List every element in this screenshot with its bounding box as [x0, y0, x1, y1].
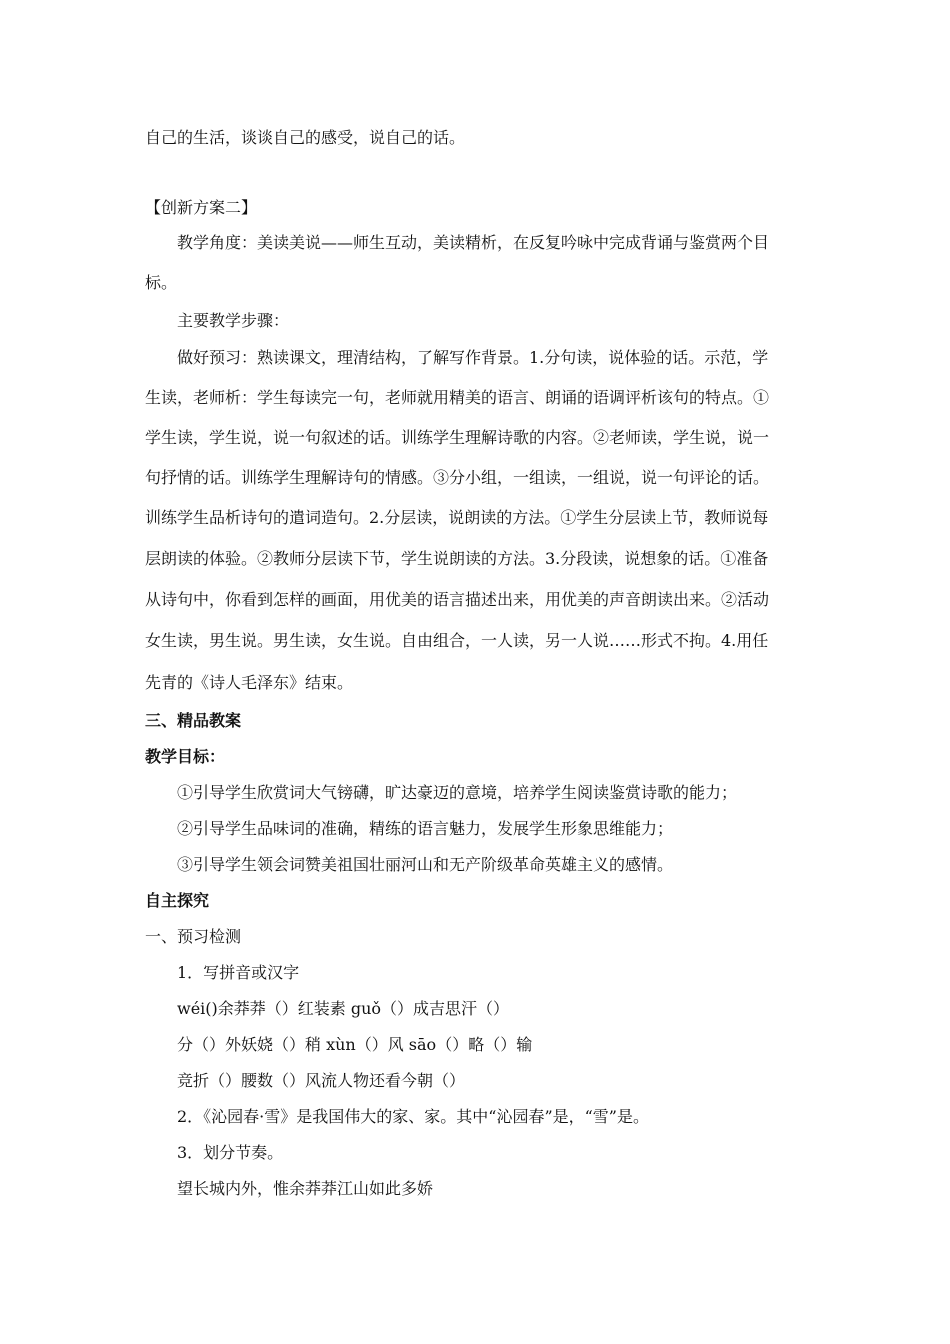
question-1-label: 1．写拼音或汉字 [177, 963, 300, 982]
question-1-line: wéi()余莽莽（）红装素 guǒ（）成吉思汗（） [177, 999, 510, 1018]
goal-item: ②引导学生品味词的准确，精练的语言魅力，发展学生形象思维能力； [177, 819, 674, 838]
plan2-angle-line: 标。 [145, 273, 178, 292]
question-3-label: 3．划分节奏。 [177, 1143, 284, 1162]
plan2-steps-line: 做好预习：熟读课文，理清结构，了解写作背景。1.分句读，说体验的话。示范，学 [177, 348, 769, 367]
question-2: 2．《沁园春·雪》是我国伟大的家、家。其中“沁园春”是，“雪”是。 [177, 1107, 649, 1126]
goal-item: ①引导学生欣赏词大气镑礴，旷达豪迈的意境，培养学生阅读鉴赏诗歌的能力； [177, 783, 738, 802]
plan2-steps-line: 句抒情的话。训练学生理解诗句的情感。③分小组，一组读，一组说，说一句评论的话。 [145, 468, 770, 487]
explore-heading: 自主探究 [145, 891, 210, 910]
preview-heading: 一、预习检测 [145, 927, 242, 946]
plan2-steps-label: 主要教学步骤： [177, 311, 290, 330]
plan2-steps-line: 从诗句中，你看到怎样的画面，用优美的语言描述出来，用优美的声音朗读出来。②活动 [145, 590, 770, 609]
plan2-angle-line: 教学角度：美读美说——师生互动，美读精析，在反复吟咏中完成背诵与鉴赏两个目 [177, 233, 770, 252]
question-1-line: 竞折（）腰数（）风流人物还看今朝（） [177, 1071, 466, 1090]
plan2-steps-line: 生读，老师析：学生每读完一句，老师就用精美的语言、朗诵的语调评析该句的特点。① [145, 388, 770, 407]
plan2-steps-line: 学生读，学生说，说一句叙述的话。训练学生理解诗歌的内容。②老师读，学生说，说一 [145, 428, 770, 447]
plan2-steps-line: 训练学生品析诗句的遣词造句。2.分层读，说朗读的方法。①学生分层读上节，教师说每 [145, 508, 769, 527]
plan2-steps-line: 层朗读的体验。②教师分层读下节，学生说朗读的方法。3.分段读，说想象的话。①准备 [145, 549, 769, 568]
section3-heading: 三、精品教案 [145, 711, 242, 730]
question-3-line: 望长城内外，惟余莽莽江山如此多娇 [177, 1179, 434, 1198]
question-1-line: 分（）外妖娆（）稍 xùn（）风 sāo（）略（）输 [177, 1035, 533, 1054]
intro-tail-line: 自己的生活，谈谈自己的感受，说自己的话。 [145, 128, 466, 147]
plan2-heading: 【创新方案二】 [145, 198, 258, 217]
plan2-steps-line: 女生读，男生说。男生读，女生说。自由组合，一人读，另一人说……形式不拘。4.用任 [145, 631, 769, 650]
goals-heading: 教学目标： [145, 747, 226, 766]
goal-item: ③引导学生领会词赞美祖国壮丽河山和无产阶级革命英雄主义的感情。 [177, 855, 674, 874]
plan2-steps-line: 先青的《诗人毛泽东》结束。 [145, 673, 354, 692]
